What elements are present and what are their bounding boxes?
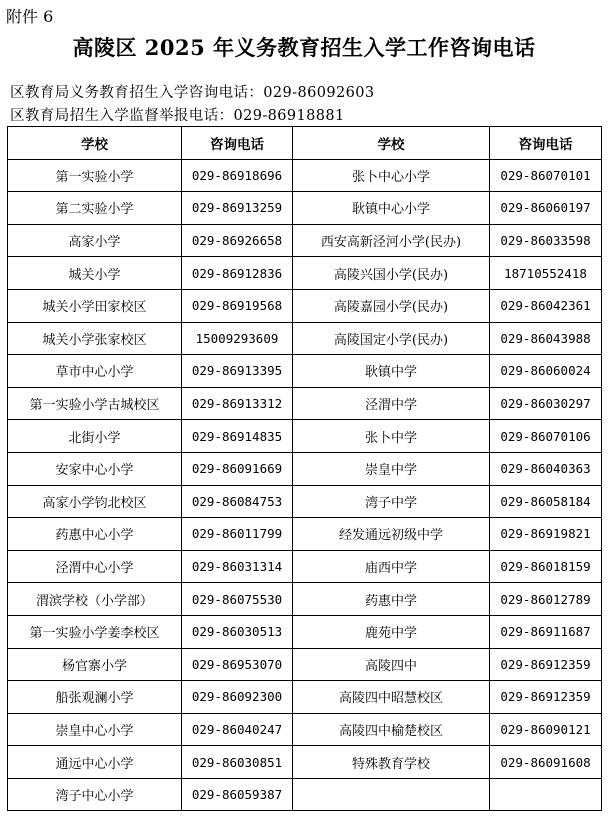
cell-school-left: 通远中心小学 bbox=[8, 746, 182, 779]
consult-hotline-line: 区教育局义务教育招生入学咨询电话：029-86092603 bbox=[10, 85, 375, 101]
contact-table bbox=[7, 126, 602, 811]
cell-phone-left: 029-86953070 bbox=[182, 648, 293, 681]
cell-phone-left: 029-86919568 bbox=[182, 289, 293, 322]
cell-school-left: 城关小学 bbox=[8, 257, 182, 290]
cell-school-left: 第一实验小学古城校区 bbox=[8, 387, 182, 420]
table-row bbox=[8, 746, 602, 779]
table-row bbox=[8, 322, 602, 355]
cell-school-left: 城关小学田家校区 bbox=[8, 289, 182, 322]
table-row bbox=[8, 452, 602, 485]
cell-school-left: 第一实验小学姜李校区 bbox=[8, 615, 182, 648]
cell-phone-right: 029-86058184 bbox=[490, 485, 602, 518]
cell-phone-right: 029-86912359 bbox=[490, 681, 602, 714]
cell-phone-left: 029-86040247 bbox=[182, 713, 293, 746]
cell-phone-left: 029-86031314 bbox=[182, 550, 293, 583]
cell-school-right: 张卜中学 bbox=[293, 420, 490, 453]
table-row bbox=[8, 420, 602, 453]
cell-phone-right bbox=[490, 778, 602, 811]
table-row bbox=[8, 387, 602, 420]
cell-phone-left: 029-86913395 bbox=[182, 355, 293, 388]
cell-school-right: 药惠中学 bbox=[293, 583, 490, 616]
table-row bbox=[8, 713, 602, 746]
table-row bbox=[8, 355, 602, 388]
cell-school-right: 高陵四中 bbox=[293, 648, 490, 681]
cell-school-left: 湾子中心小学 bbox=[8, 778, 182, 811]
table-row bbox=[8, 518, 602, 551]
cell-school-right: 鹿苑中学 bbox=[293, 615, 490, 648]
header-phone-right: 咨询电话 bbox=[490, 127, 602, 160]
table-row bbox=[8, 159, 602, 192]
cell-phone-left: 15009293609 bbox=[182, 322, 293, 355]
cell-school-right: 高陵国定小学(民办) bbox=[293, 322, 490, 355]
cell-phone-right: 029-86911687 bbox=[490, 615, 602, 648]
cell-school-left: 船张观澜小学 bbox=[8, 681, 182, 714]
cell-school-left: 第一实验小学 bbox=[8, 159, 182, 192]
cell-school-right: 耿镇中学 bbox=[293, 355, 490, 388]
cell-phone-right: 029-86040363 bbox=[490, 452, 602, 485]
cell-school-left: 渭滨学校（小学部） bbox=[8, 583, 182, 616]
cell-phone-left: 029-86918696 bbox=[182, 159, 293, 192]
cell-phone-right: 029-86091608 bbox=[490, 746, 602, 779]
cell-phone-left: 029-86926658 bbox=[182, 224, 293, 257]
cell-school-right: 经发通远初级中学 bbox=[293, 518, 490, 551]
table-row bbox=[8, 289, 602, 322]
cell-phone-right: 18710552418 bbox=[490, 257, 602, 290]
cell-school-right: 崇皇中学 bbox=[293, 452, 490, 485]
cell-school-left: 安家中心小学 bbox=[8, 452, 182, 485]
cell-phone-left: 029-86084753 bbox=[182, 485, 293, 518]
cell-phone-right: 029-86070101 bbox=[490, 159, 602, 192]
cell-phone-right: 029-86043988 bbox=[490, 322, 602, 355]
table-row bbox=[8, 192, 602, 225]
cell-phone-right: 029-86033598 bbox=[490, 224, 602, 257]
cell-school-left: 草市中心小学 bbox=[8, 355, 182, 388]
cell-school-right bbox=[293, 778, 490, 811]
cell-phone-left: 029-86059387 bbox=[182, 778, 293, 811]
cell-school-right: 泾渭中学 bbox=[293, 387, 490, 420]
cell-school-right: 耿镇中心小学 bbox=[293, 192, 490, 225]
cell-phone-right: 029-86912359 bbox=[490, 648, 602, 681]
cell-phone-right: 029-86070106 bbox=[490, 420, 602, 453]
table-row bbox=[8, 615, 602, 648]
cell-school-left: 药惠中心小学 bbox=[8, 518, 182, 551]
cell-school-right: 西安高新泾河小学(民办) bbox=[293, 224, 490, 257]
cell-school-left: 泾渭中心小学 bbox=[8, 550, 182, 583]
table-row bbox=[8, 224, 602, 257]
cell-school-left: 高家小学钧北校区 bbox=[8, 485, 182, 518]
cell-school-left: 高家小学 bbox=[8, 224, 182, 257]
table-row bbox=[8, 681, 602, 714]
cell-phone-right: 029-86012789 bbox=[490, 583, 602, 616]
cell-school-left: 杨官寨小学 bbox=[8, 648, 182, 681]
cell-phone-right: 029-86919821 bbox=[490, 518, 602, 551]
cell-school-right: 湾子中学 bbox=[293, 485, 490, 518]
cell-school-right: 张卜中心小学 bbox=[293, 159, 490, 192]
cell-school-left: 崇皇中心小学 bbox=[8, 713, 182, 746]
table-row bbox=[8, 583, 602, 616]
cell-school-right: 高陵四中榆楚校区 bbox=[293, 713, 490, 746]
cell-phone-left: 029-86091669 bbox=[182, 452, 293, 485]
report-hotline-line: 区教育局招生入学监督举报电话：029-86918881 bbox=[10, 108, 345, 124]
header-school-right: 学校 bbox=[293, 127, 490, 160]
page-title: 高陵区 2025 年义务教育招生入学工作咨询电话 bbox=[72, 35, 536, 60]
cell-school-right: 高陵兴国小学(民办) bbox=[293, 257, 490, 290]
cell-school-right: 特殊教育学校 bbox=[293, 746, 490, 779]
cell-school-right: 庙西中学 bbox=[293, 550, 490, 583]
cell-school-right: 高陵四中昭慧校区 bbox=[293, 681, 490, 714]
table-row bbox=[8, 778, 602, 811]
cell-phone-right: 029-86042361 bbox=[490, 289, 602, 322]
table-row bbox=[8, 550, 602, 583]
table-row bbox=[8, 648, 602, 681]
cell-phone-right: 029-86060024 bbox=[490, 355, 602, 388]
cell-phone-right: 029-86030297 bbox=[490, 387, 602, 420]
header-phone-left: 咨询电话 bbox=[182, 127, 293, 160]
cell-phone-left: 029-86011799 bbox=[182, 518, 293, 551]
table-row bbox=[8, 485, 602, 518]
header-school-left: 学校 bbox=[8, 127, 182, 160]
cell-school-left: 城关小学张家校区 bbox=[8, 322, 182, 355]
cell-phone-right: 029-86060197 bbox=[490, 192, 602, 225]
table-header-row bbox=[8, 127, 602, 160]
cell-phone-left: 029-86030513 bbox=[182, 615, 293, 648]
cell-phone-left: 029-86913259 bbox=[182, 192, 293, 225]
cell-phone-left: 029-86914835 bbox=[182, 420, 293, 453]
cell-school-left: 北街小学 bbox=[8, 420, 182, 453]
cell-phone-left: 029-86075530 bbox=[182, 583, 293, 616]
cell-phone-left: 029-86913312 bbox=[182, 387, 293, 420]
cell-school-left: 第二实验小学 bbox=[8, 192, 182, 225]
cell-school-right: 高陵嘉园小学(民办) bbox=[293, 289, 490, 322]
cell-phone-right: 029-86018159 bbox=[490, 550, 602, 583]
cell-phone-left: 029-86912836 bbox=[182, 257, 293, 290]
table-row bbox=[8, 257, 602, 290]
attachment-label: 附件 6 bbox=[6, 7, 54, 26]
cell-phone-left: 029-86030851 bbox=[182, 746, 293, 779]
table-body bbox=[8, 159, 602, 811]
cell-phone-left: 029-86092300 bbox=[182, 681, 293, 714]
cell-phone-right: 029-86090121 bbox=[490, 713, 602, 746]
